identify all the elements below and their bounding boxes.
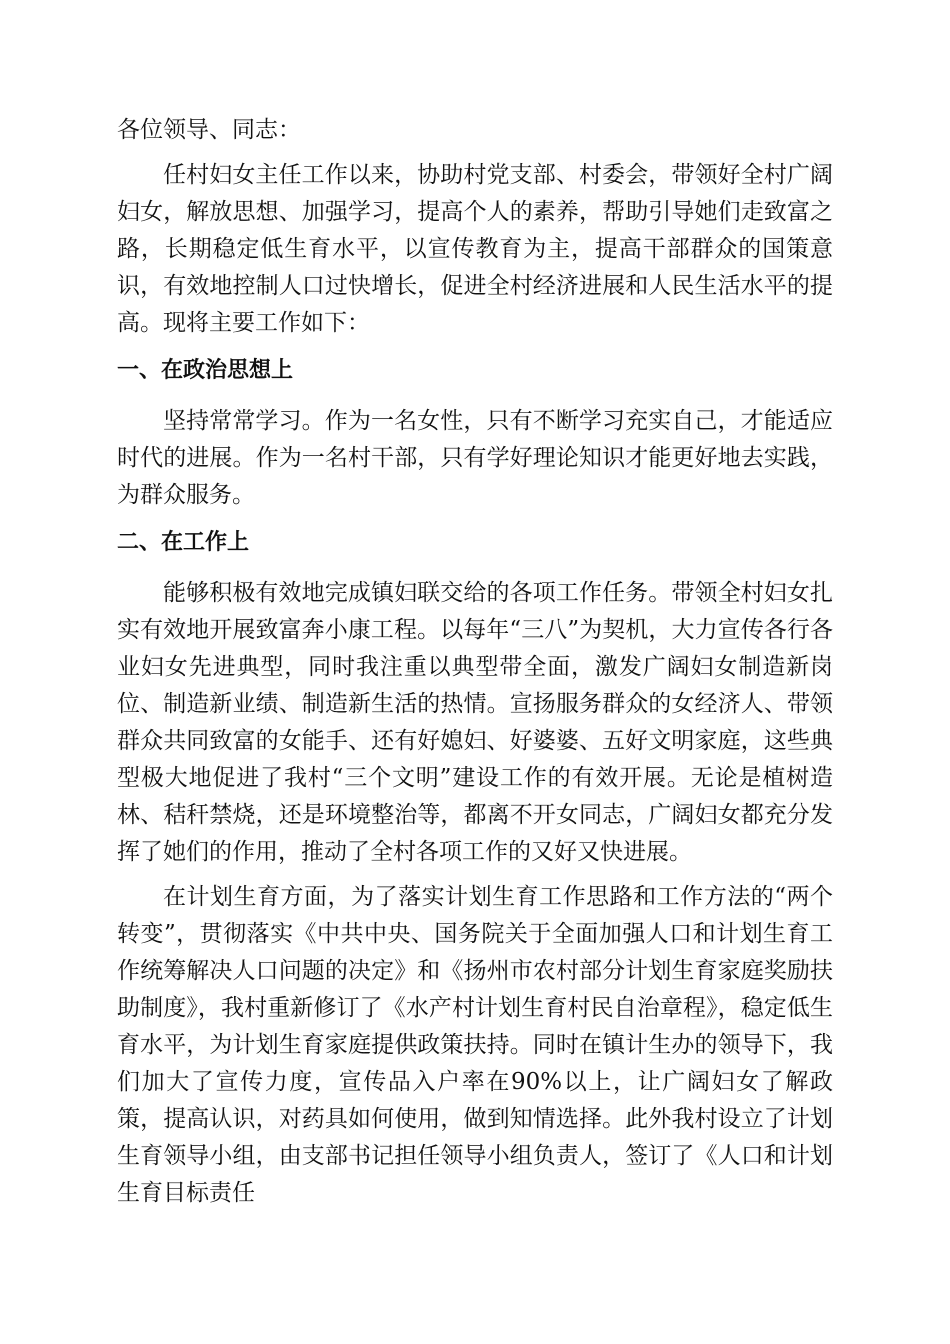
section-heading-political: 一、在政治思想上 — [117, 358, 294, 383]
intro-paragraph: 任村妇女主任工作以来，协助村党支部、村委会，带领好全村广阔妇女，解放思想、加强学习，提高个人的素养，帮助引导她们走致富之路，长期稳定低生育水平，以宣传教育为主，提高干部群众的国策意识，有效地控制人口过快增长，促进全村经济进展和人民生活水平的提高。现将主要工作如下： — [117, 162, 833, 336]
political-paragraph: 坚持常常学习。作为一名女性，只有不断学习充实自己，才能适应时代的进展。作为一名村干部，只有学好理论知识才能更好地去实践，为群众服务。 — [117, 408, 833, 508]
salutation: 各位领导、同志： — [117, 117, 301, 143]
work-paragraph: 能够积极有效地完成镇妇联交给的各项工作任务。带领全村妇女扎实有效地开展致富奔小康工程。以每年“三八”为契机，大力宣传各行各业妇女先进典型，同时我注重以典型带全面，激发广阔妇女制造新岗位、制造新业绩、制造新生活的热情。宣扬服务群众的女经济人、带领群众共同致富的女能手、还有好媳妇、好婆婆、五好文明家庭，这些典型极大地促进了我村“三个文明”建设工作的有效开展。无论是植树造林、秸秆禁烧，还是环境整治等，都离不开女同志，广阔妇女都充分发挥了她们的作用，推动了全村各项工作的又好又快进展。 — [117, 580, 833, 865]
document-page — [117, 112, 833, 1220]
family-planning-paragraph: 在计划生育方面，为了落实计划生育工作思路和工作方法的“两个转变”，贯彻落实《中共中央、国务院关于全面加强人口和计划生育工作统筹解决人口问题的决定》和《扬州市农村部分计划生育家庭奖励扶助制度》，我村重新修订了《水产村计划生育村民自治章程》，稳定低生育水平，为计划生育家庭提供政策扶持。同时在镇计生办的领导下，我们加大了宣传力度，宣传品入户率在90%以上，让广阔妇女了解政策，提高认识，对药具如何使用，做到知情选择。此外我村设立了计划生育领导小组，由支部书记担任领导小组负责人，签订了《人口和计划生育目标责任 — [117, 884, 833, 1206]
section-heading-work: 二、在工作上 — [117, 530, 250, 555]
